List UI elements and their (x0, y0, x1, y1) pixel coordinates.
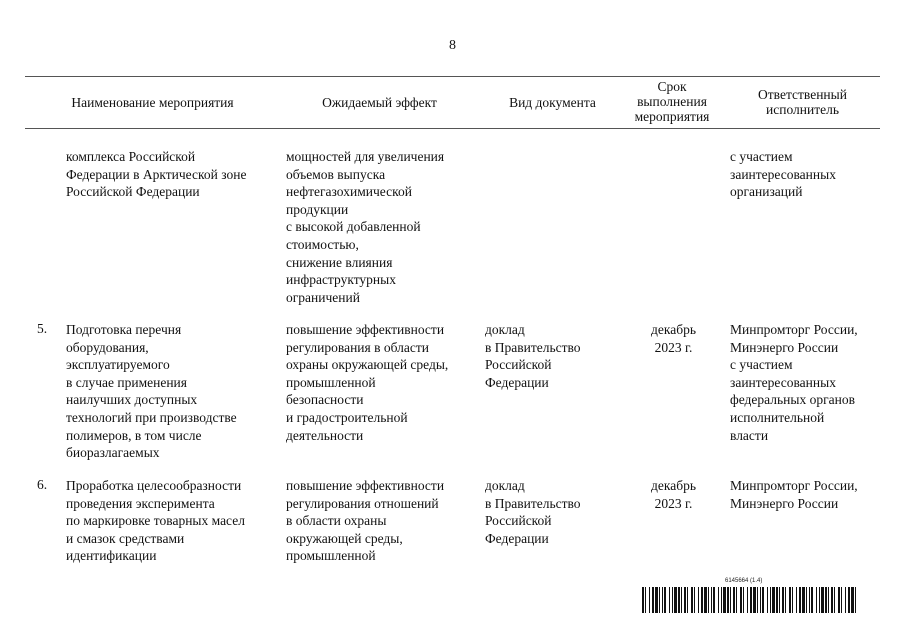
cell-line: Проработка целесообразности (66, 478, 242, 493)
cell-line: в Правительство (485, 495, 581, 511)
row-continuation-name (66, 148, 246, 201)
cell-line: заинтересованных (730, 374, 836, 390)
cell-line: в Правительство (485, 339, 581, 355)
header-executor (725, 87, 880, 117)
cell-line: комплекса Российской (66, 149, 196, 164)
row-number: 5. (37, 321, 48, 336)
cell-line: повышение эффективности (286, 322, 445, 337)
cell-line: Российской (485, 357, 552, 373)
header-document-type: Вид документа (509, 95, 596, 110)
cell-line: оборудования, (66, 339, 149, 355)
cell-line: Минэнерго России (730, 495, 839, 511)
cell-line: продукции (286, 201, 349, 217)
row-6-name (66, 477, 245, 565)
row-5-deadline (626, 321, 721, 356)
cell-line: Подготовка перечня (66, 322, 182, 337)
cell-line: в случае применения (66, 374, 187, 390)
cell-line: 2023 г. (654, 495, 693, 511)
cell-line: технологий при производстве (66, 409, 237, 425)
cell-line: доклад (485, 478, 525, 493)
cell-line: Федерации в Арктической зоне (66, 166, 247, 182)
cell-line: снижение влияния (286, 254, 393, 270)
row-5-executor (730, 321, 858, 444)
cell-line: ограничений (286, 289, 360, 305)
cell-line: Минпромторг России, (730, 322, 858, 337)
cell-line: повышение эффективности (286, 478, 445, 493)
cell-line: мощностей для увеличения (286, 149, 445, 164)
cell-line: Федерации (485, 374, 549, 390)
cell-line: объемов выпуска (286, 166, 386, 182)
row-continuation-executor (730, 148, 836, 201)
cell-line: в области охраны (286, 513, 387, 529)
cell-line: декабрь (651, 478, 696, 493)
cell-line: промышленной (286, 548, 376, 564)
header-deadline-line: Срок (657, 79, 687, 94)
cell-line: охраны окружающей среды, (286, 357, 449, 373)
header-deadline-line: мероприятия (634, 109, 710, 124)
header-executor-line: исполнитель (766, 102, 839, 117)
cell-line: организаций (730, 184, 803, 200)
row-5-name (66, 321, 237, 462)
cell-line: власти (730, 427, 769, 443)
cell-line: доклад (485, 322, 525, 337)
header-deadline-line: выполнения (637, 94, 707, 109)
cell-line: Федерации (485, 530, 549, 546)
header-executor-line: Ответственный (758, 87, 847, 102)
page-number: 8 (449, 38, 456, 53)
barcode-label: 6145664 (1.4) (725, 578, 763, 584)
cell-line: проведения эксперимента (66, 495, 215, 511)
cell-line: эксплуатируемого (66, 357, 170, 373)
row-6-document (485, 477, 581, 547)
cell-line: и градостроительной (286, 409, 408, 425)
cell-line: нефтегазохимической (286, 184, 412, 200)
row-6-executor (730, 477, 858, 512)
row-continuation-effect (286, 148, 444, 306)
cell-line: идентификации (66, 548, 157, 564)
cell-line: заинтересованных (730, 166, 836, 182)
cell-line: по маркировке товарных масел (66, 513, 245, 529)
header-expected-effect: Ожидаемый эффект (322, 95, 437, 110)
barcode-icon (642, 587, 858, 613)
cell-line: стоимостью, (286, 236, 359, 252)
cell-line: 2023 г. (654, 339, 693, 355)
cell-line: промышленной (286, 374, 376, 390)
cell-line: Минпромторг России, (730, 478, 858, 493)
cell-line: деятельности (286, 427, 364, 443)
row-5-document (485, 321, 581, 391)
cell-line: с участием (730, 357, 793, 373)
cell-line: с участием (730, 149, 793, 164)
cell-line: наилучших доступных (66, 392, 198, 408)
header-event-name: Наименование мероприятия (71, 95, 234, 110)
cell-line: исполнительной (730, 409, 825, 425)
cell-line: и смазок средствами (66, 530, 185, 546)
cell-line: декабрь (651, 322, 696, 337)
cell-line: инфраструктурных (286, 272, 396, 288)
row-6-deadline (626, 477, 721, 512)
cell-line: регулирования в области (286, 339, 429, 355)
cell-line: с высокой добавленной (286, 219, 421, 235)
row-number: 6. (37, 477, 48, 492)
cell-line: Российской (485, 513, 552, 529)
cell-line: полимеров, в том числе (66, 427, 202, 443)
header-bottom-rule (25, 128, 880, 129)
table-top-rule (25, 76, 880, 77)
cell-line: федеральных органов (730, 392, 855, 408)
row-5-effect (286, 321, 448, 444)
cell-line: окружающей среды, (286, 530, 403, 546)
cell-line: регулирования отношений (286, 495, 439, 511)
row-6-effect (286, 477, 444, 565)
cell-line: Минэнерго России (730, 339, 839, 355)
cell-line: биоразлагаемых (66, 445, 160, 461)
cell-line: Российской Федерации (66, 184, 200, 200)
header-deadline (622, 79, 722, 124)
cell-line: безопасности (286, 392, 364, 408)
